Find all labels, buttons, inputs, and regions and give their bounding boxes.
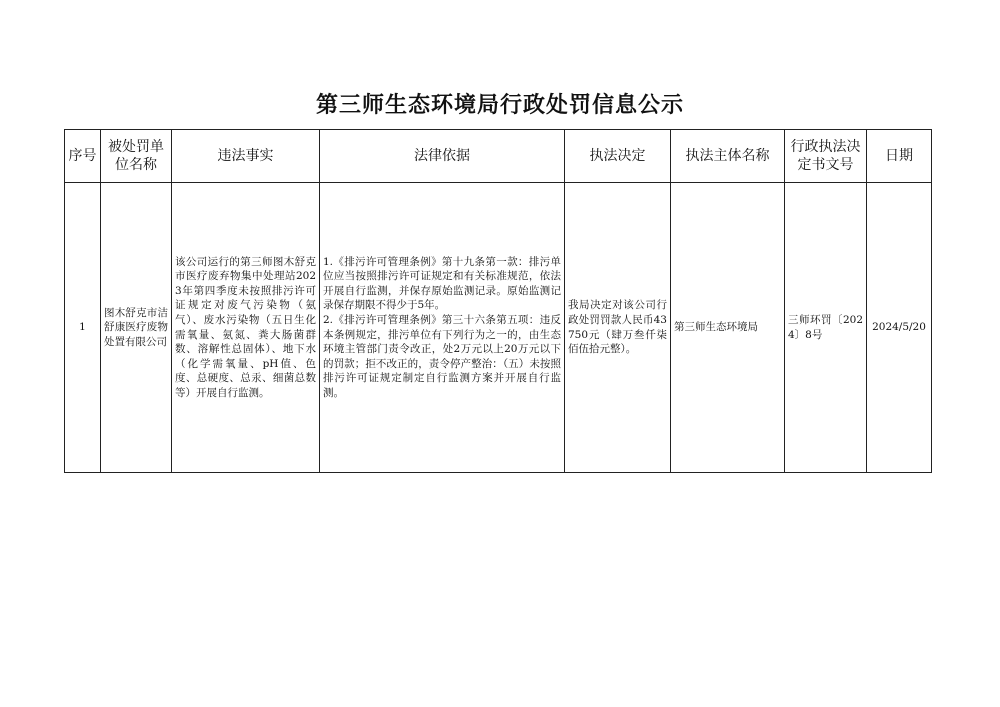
- header-basis: 法律依据: [320, 130, 565, 183]
- cell-decision-text: 我局决定对该公司行政处罚罚款人民币43750元（肆万叁仟柒佰伍拾元整）。: [568, 299, 667, 356]
- table-row: [65, 183, 932, 473]
- header-doc-no: [785, 130, 867, 183]
- cell-date: 2024/5/20: [867, 183, 932, 473]
- header-seq: 序号: [65, 130, 101, 183]
- cell-agency: [671, 183, 785, 473]
- header-decision: 执法决定: [565, 130, 671, 183]
- header-party: [101, 130, 172, 183]
- cell-violation-text: 该公司运行的第三师图木舒克市医疗废弃物集中处理站2023年第四季度未按照排污许可证规定对废气污染物（氨气）、废水污染物（五日生化需氧量、氨氮、粪大肠菌群数、溶解性总固体）、地下水（化学需氧量、pH值、色度、总硬度、总汞、细菌总数等）开展自行监测。: [175, 255, 316, 399]
- page-title: 第三师生态环境局行政处罚信息公示: [315, 93, 684, 118]
- header-date: 日期: [867, 130, 932, 183]
- basis-clause-2: 2.《排污许可管理条例》第三十六条第五项：违反本条例规定，排污单位有下列行为之一的，由生态环境主管部门责令改正，处2万元以上20万元以下的罚款；拒不改正的，责令停产整治：（五）未按照排污许可证规定制定自行监测方案并开展自行监测。: [323, 313, 561, 399]
- cell-decision: [565, 183, 671, 473]
- cell-basis: [320, 183, 565, 473]
- header-agency: 执法主体名称: [671, 130, 785, 183]
- cell-seq: 1: [65, 183, 101, 473]
- cell-doc-no-text: 三师环罚〔2024〕8号: [788, 313, 863, 341]
- header-party-text: 被处罚单位名称: [108, 139, 164, 173]
- header-violation: 违法事实: [172, 130, 320, 183]
- cell-doc-no: [785, 183, 867, 473]
- cell-basis-content: [320, 255, 564, 401]
- penalty-table: [64, 129, 932, 473]
- cell-party: [101, 183, 172, 473]
- header-doc-no-text: 行政执法决定书文号: [790, 139, 861, 173]
- table-header-row: [65, 130, 932, 183]
- cell-agency-text: 第三师生态环境局: [674, 321, 758, 334]
- cell-violation: [172, 183, 320, 473]
- cell-party-text: 图木舒克市洁舒康医疗废物处置有限公司: [104, 306, 168, 348]
- basis-clause-1: 1.《排污许可管理条例》第十九条第一款：排污单位应当按照排污许可证规定和有关标准规范，依法开展自行监测，并保存原始监测记录。原始监测记录保存期限不得少于5年。: [323, 255, 561, 312]
